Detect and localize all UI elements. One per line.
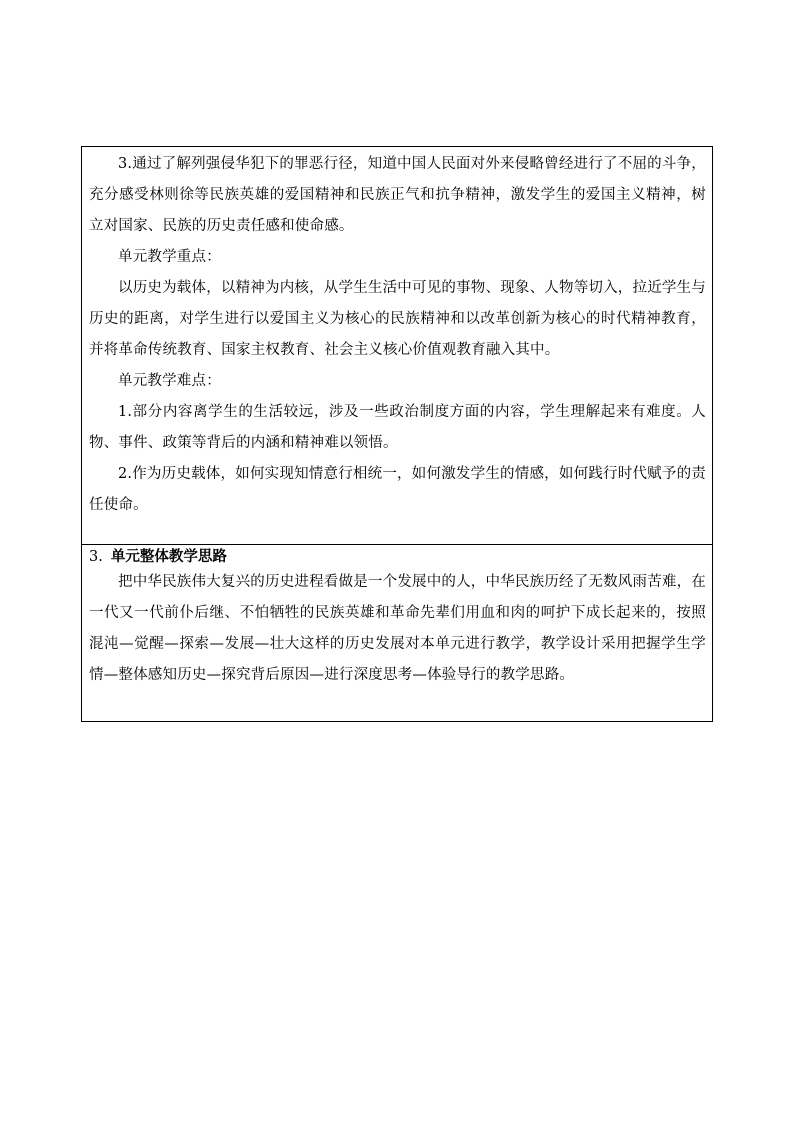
key-points-heading: 单元教学重点： bbox=[118, 249, 221, 265]
section-number: 3. bbox=[89, 549, 103, 565]
difficulty-1-paragraph: 1.部分内容离学生的生活较远，涉及一些政治制度方面的内容，学生理解起来有难度。人物、事件、政策等背后的内涵和精神难以领悟。 bbox=[89, 404, 706, 451]
objective-3-paragraph: 3.通过了解列强侵华犯下的罪恶行径，知道中国人民面对外来侵略曾经进行了不屈的斗争， 充分感受林则徐等民族英雄的爱国精神和民族正气和抗争精神，激发学生的爱国主义精神，树立对国家、民族的历史责任感和使命感。 bbox=[89, 156, 706, 234]
section-title: 单元整体教学思路 bbox=[110, 549, 227, 565]
difficulties-heading: 单元教学难点： bbox=[118, 373, 221, 389]
section-heading bbox=[89, 545, 227, 569]
lesson-plan-table bbox=[81, 146, 713, 722]
objectives-cell bbox=[82, 147, 712, 545]
approach-paragraph: 把中华民族伟大复兴的历史进程看做是一个发展中的人，中华民族历经了无数风雨苦难，在一代又一代前仆后继、不怕牺牲的民族英雄和革命先辈们用血和肉的呵护下成长起来的，按照混沌—觉醒—探索—发展—壮大这样的历史发展对本单元进行教学，教学设计采用把握学生学情—整体感知历史—探究背后原因—进行深度思考—体验导行的教学思路。 bbox=[89, 574, 706, 683]
teaching-approach-cell bbox=[82, 545, 712, 721]
key-points-paragraph: 以历史为载体，以精神为内核，从学生生活中可见的事物、现象、人物等切入，拉近学生与历史的距离，对学生进行以爱国主义为核心的民族精神和以改革创新为核心的时代精神教育，并将革命传统教育、国家主权教育、社会主义核心价值观教育融入其中。 bbox=[89, 280, 706, 358]
difficulty-2-paragraph: 2.作为历史载体，如何实现知情意行相统一，如何激发学生的情感，如何践行时代赋予的责任使命。 bbox=[89, 466, 706, 513]
